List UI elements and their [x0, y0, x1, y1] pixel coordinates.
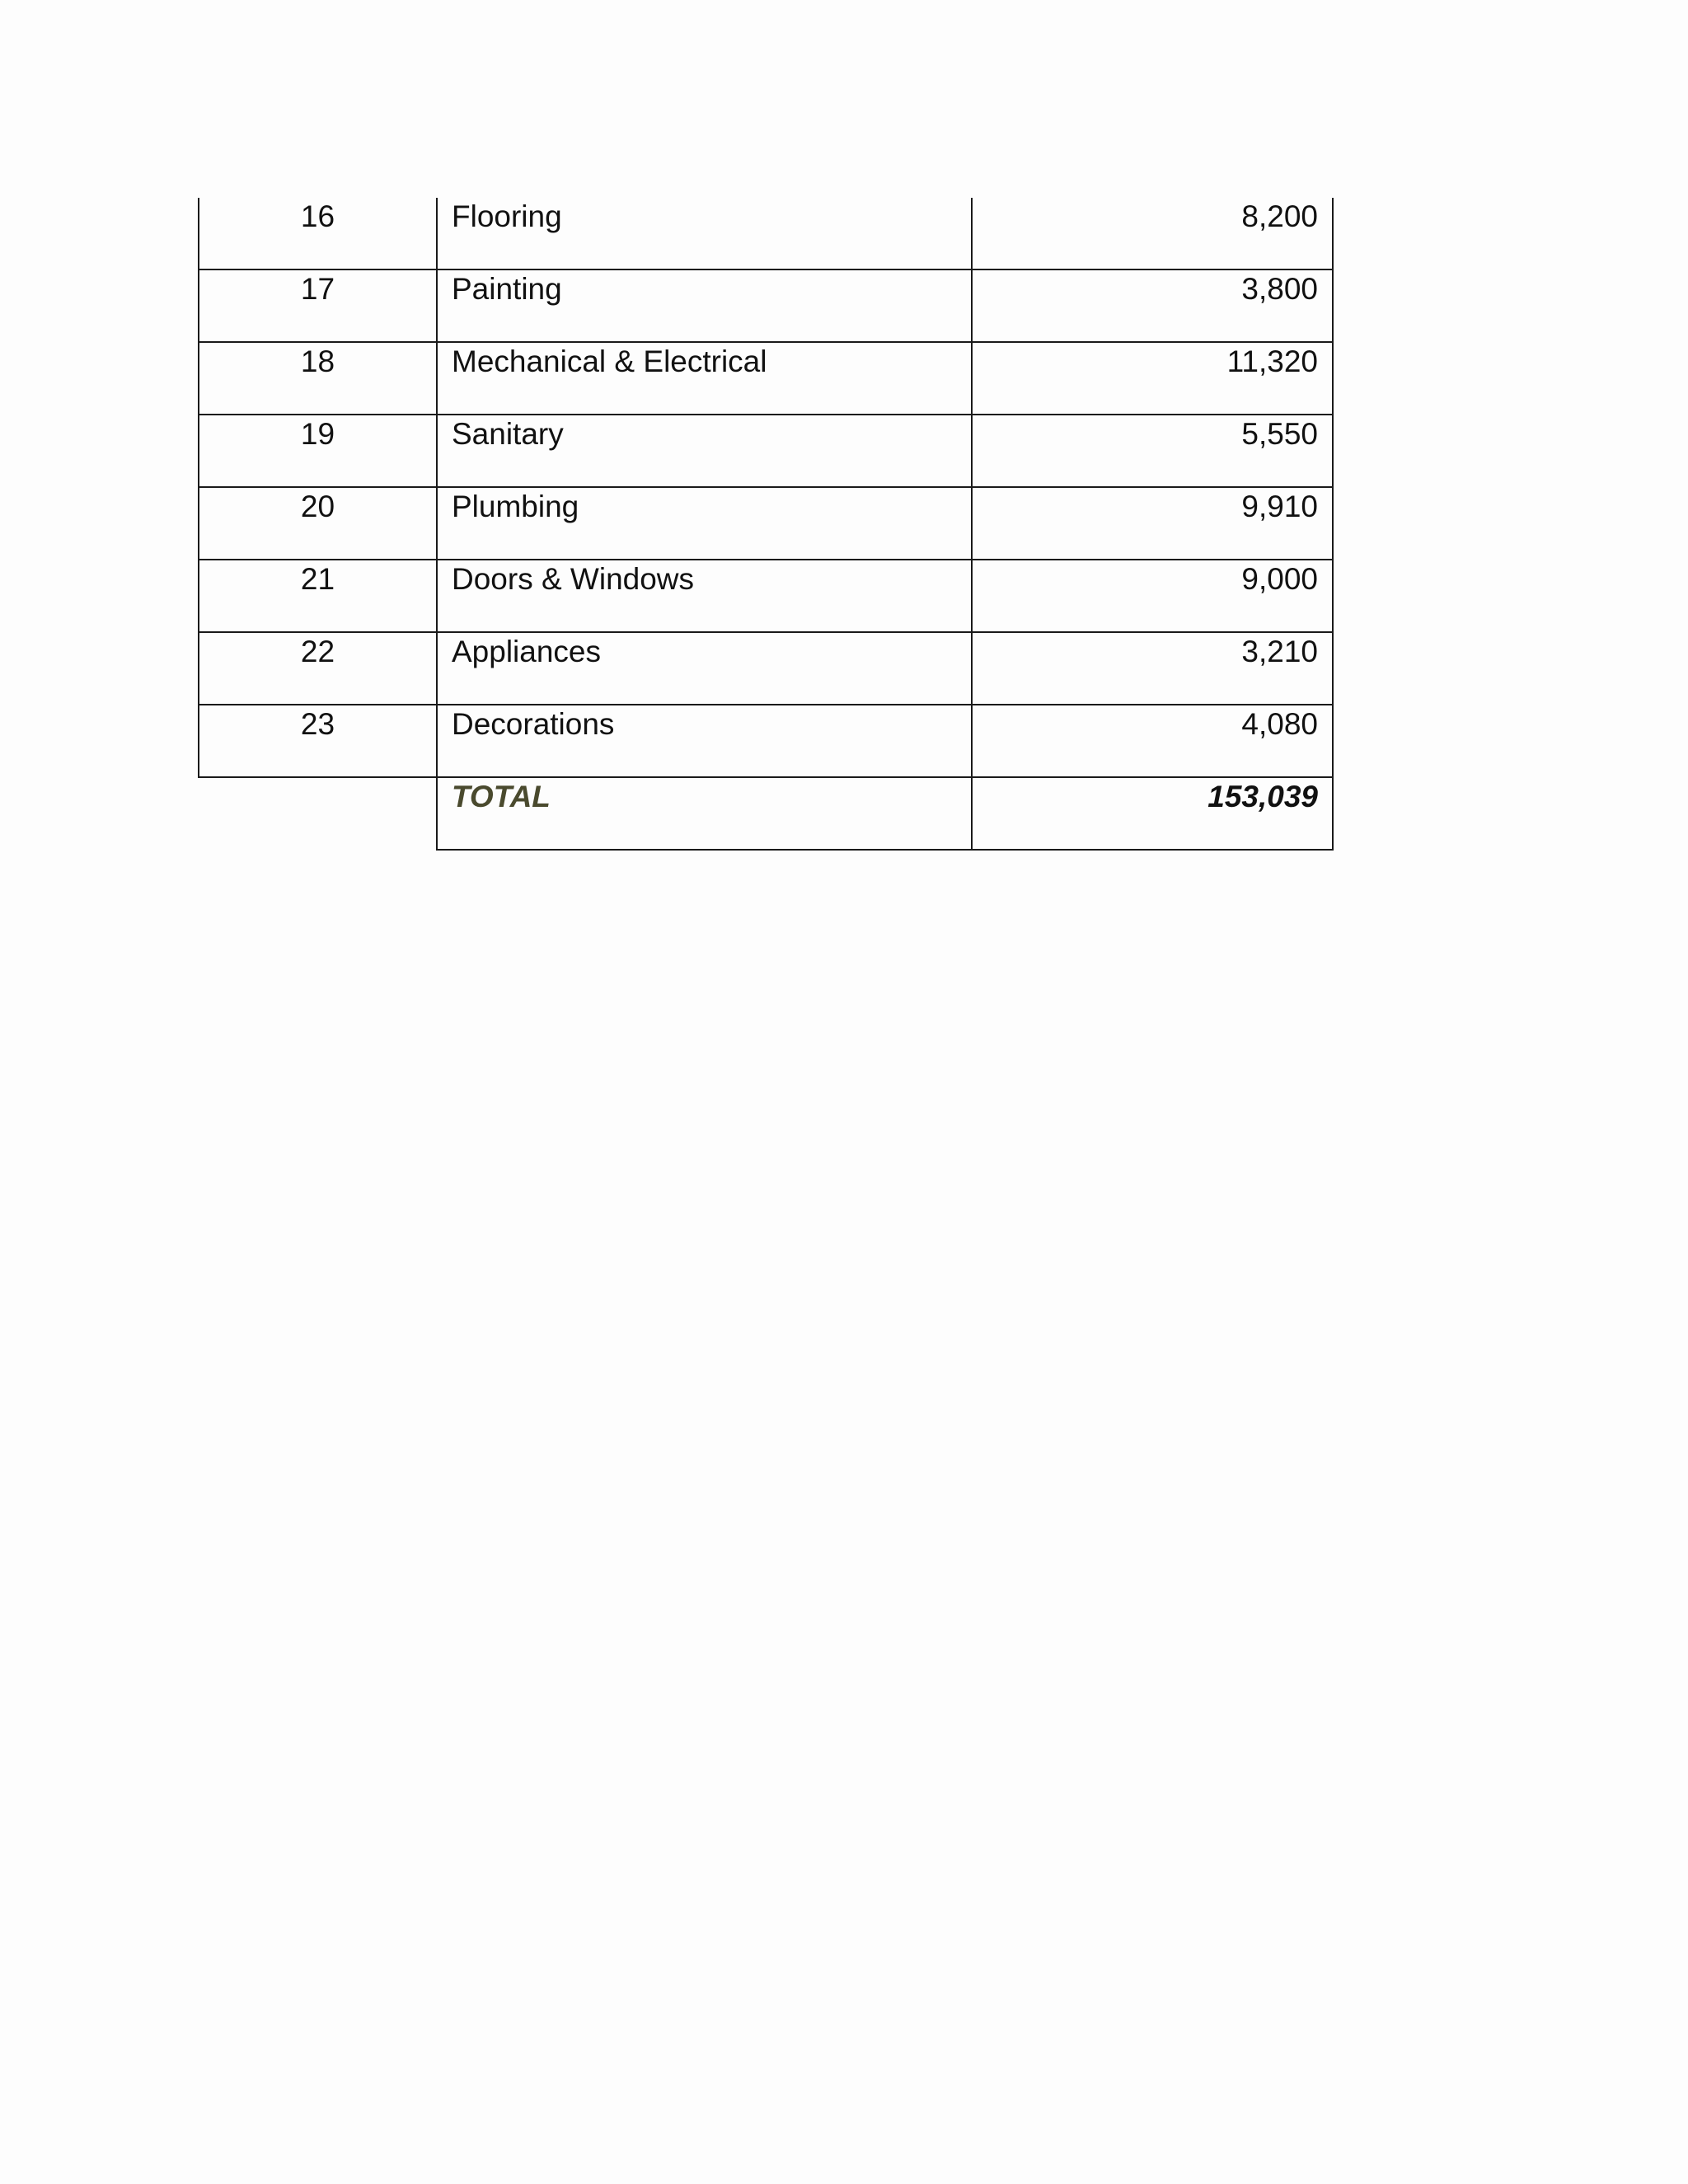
item-number: 19: [199, 415, 437, 487]
item-number: 22: [199, 632, 437, 705]
item-amount: 5,550: [972, 415, 1333, 487]
table-row: [199, 632, 1333, 705]
item-description: Mechanical & Electrical: [437, 342, 972, 415]
table-row: [199, 415, 1333, 487]
item-amount: 9,000: [972, 560, 1333, 632]
item-amount: 9,910: [972, 487, 1333, 560]
item-amount: 11,320: [972, 342, 1333, 415]
total-blank-cell: [199, 777, 437, 850]
item-description: Doors & Windows: [437, 560, 972, 632]
item-number: 20: [199, 487, 437, 560]
item-description: Flooring: [437, 198, 972, 269]
item-description: Plumbing: [437, 487, 972, 560]
table-row: [199, 198, 1333, 269]
item-amount: 3,800: [972, 269, 1333, 342]
table-row: [199, 269, 1333, 342]
item-amount: 3,210: [972, 632, 1333, 705]
table-row: [199, 487, 1333, 560]
item-description: Sanitary: [437, 415, 972, 487]
item-number: 23: [199, 705, 437, 777]
cost-table-body: [199, 198, 1333, 850]
item-number: 21: [199, 560, 437, 632]
table-row: [199, 705, 1333, 777]
item-number: 18: [199, 342, 437, 415]
total-amount: 153,039: [972, 777, 1333, 850]
table-row: [199, 342, 1333, 415]
item-description: Decorations: [437, 705, 972, 777]
item-number: 16: [199, 198, 437, 269]
item-amount: 8,200: [972, 198, 1333, 269]
cost-table: [198, 198, 1334, 851]
item-description: Painting: [437, 269, 972, 342]
table-row: [199, 560, 1333, 632]
item-number: 17: [199, 269, 437, 342]
item-description: Appliances: [437, 632, 972, 705]
item-amount: 4,080: [972, 705, 1333, 777]
total-label: TOTAL: [437, 777, 972, 850]
total-row: [199, 777, 1333, 850]
